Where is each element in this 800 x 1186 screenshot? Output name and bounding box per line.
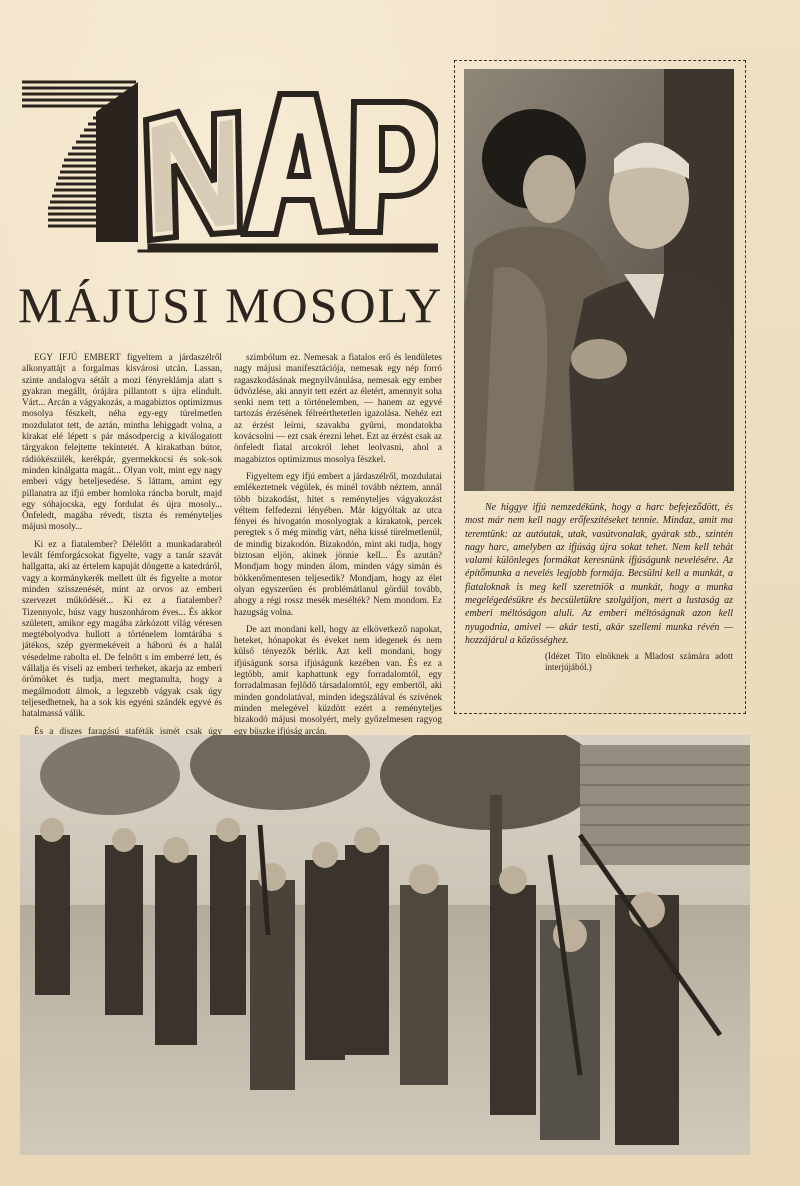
logo-seven [18,77,138,242]
tito-quote [465,501,733,673]
headline: MÁJUSI MOSOLY [18,277,444,333]
article-paragraph: szimbólum ez. Nemesak a fiatalos erő és lendületes nagy májusi manifesztációja, nemesak egy nép forró ragaszkodásának megnyilvánulása, nemesak egy ember üdvözlése, aki annyit tett ezért az életért, amennyit soha senki nem tett a történelemben, — hanem az egyvé tartozás érzésének félreérthetetlen igazolása. Nehéz ezt az érzést leírni, szavakba gyűrni, mondatokba kovácsolni — ezt csak érezni lehet. Ezt az érzést csak az önfeledt fiatal arcokról lehet leolvasni, ahol a magabiztos optimizmus mosolya fészkel. [234,352,442,464]
article-paragraph: De azt mondani kell, hogy az elkövetkező napokat, heteket, hónapokat és éveket nem idegenek és nem külső tényezők bérlik. Azt kell mondani, hogy ifjúságunk sorsa ifjúságunk kezében van. És ez a legtöbb, amit kaphattunk egy forradalomtól, egy forradalmasan fejlődő társadalomtól, egy embertől, aki minden gondolatával, minden idegszálával és szívének minden melegével küzdött ezért a reményteljes bizakodó májusi mosolyért, mely győzelmesen ragyog egy büszke ifjúság arcán. [234,623,442,736]
quote-credit: (Idézet Tito elnöknek a Mladost számára adott interjújából.) [545,651,733,673]
article-paragraph: Figyeltem egy ifjú embert a járdaszélről, mozdulatai emlékeztetnek végülek, és minél tovább néztem, annál több bizakodást, hitet s reményteljes vágyakozást véltem felfedezni lényében. Már kígyóltak az utca fényei és hívogatón mosolyogtak a kirakatok, percek peregtek s ő még mindig várt, néha kissé türelmetlenül, de mindig bizakodón. Bizakodón, mint aki tudja, hogy biztosan eljön, akinek jönnie kell... És azután? Mondjam hogy minden álom, minden vágy simán és bökkenőmentesen teljesedik? Mondjam, hogy az élet olyan egyszerűen és problémátlanul gördül tovább, ahogy a régi rossz mesék mesélték? Nem mondom. Ez hazugság volna. [234,470,442,617]
article-paragraph: Ki ez a fiatalember? Délelőtt a munkadarabról levált fémforgácsokat figyelte, vagy a tanár szavát hallgatta, aki az értelem kapuját döngette a katedráról, vagy a kormánykerék mellett ült és figyelte a motor minden szisszenését, mint az orvos az emberi szervezet működését... Ki ez a fiatalember? Tizennyolc, húsz vagy huszonhárom éves... És akkor született, amikor egy magába zárkózott világ véresen megtébolyodva hullott a történelem lomtárába s játékos, szép gyermekéveit a háború és a halál vésedelme rabolta el. De felnőtt s ím emberré lett, és vállalja és viseli az emberi terheket, akarja az emberi örömöket és tudja, mert megtanulta, hogy a megálmodott álmok, a legszebb vágyak csak úgy teljesedhetnek, ha a sok kis egyéni szándék egyvé és hatalmassá válik. [22,538,222,719]
quote-text: Ne higgye ifjú nemzedékünk, hogy a harc befejeződött, és most már nem kell nagy erőfeszítéseket tennie. Mindaz, amit ma teremtünk: az autóutak, utak, vasútvonalak, gyárak stb., szintén nagy harc, amelyben az ifjúság újra sokat tehet. Nem kell tehát valami különleges formákat keresnünk ifjúságunk nevelésére. Az építőmunka a nevelés legjobb formája. Becsülni kell a munkát, a fiataloknak is meg kell szeretniök a munkát, hogy a munka megelégedésükre és becsületükre szolgáljon, mert a lustaság az emberi méltóságon aluli. Az emberi méltóságnak azon kell nyugodnia, amivel — akár testi, akár szellemi munka révén — hozzájárul a közösséghez. [465,502,733,646]
article-paragraph: És a díszes faragású staféták ismét csak úgy [34,725,222,736]
photo-greeting [464,69,734,491]
article-column-left [22,352,222,788]
issue-line: XIV. évfolyam, 22. szám — Szubotica, 1963 május 31 [150,242,346,252]
photo-youth-workers [20,735,750,1155]
article-paragraph: EGY IFJÚ EMBERT figyeltem a járdaszélről alkonyattájt a forgalmas kisvárosi utcán. Lassan, szinte andalogva sétált a mozi fényreklámja alatt s gyakran megállt, órájára pillantott s újra elindult. Várt... Arcán a vágyakozás, a magabiztos optimizmus mosolya fészkelt, néha egy-egy türelmetlen mozdulatot tett, de aztán, mintha lehiggadt volna, a kirakat elé lépett s pár másodpercig a kiválogatott tárgyakon felejtette tekintetét. A kirakatban bútor, rádiókészülék, kerékpár, gyermekkocsi és sok-sok minden kínálgatta magát... Olyan volt, mint egy nagy emberi vágy beteljesedése. S láttam, amint egy pillanatra az ifjú ember homloka ráncba borult, majd egy sóhajocska, egy fordulat és újra mosoly... Önfeledt, magába révedt, tiszta és reményteljes májusi mosoly... [22,352,222,532]
article-column-right [234,352,442,754]
photo-quote-box [454,60,746,714]
logo-nap [138,94,438,252]
